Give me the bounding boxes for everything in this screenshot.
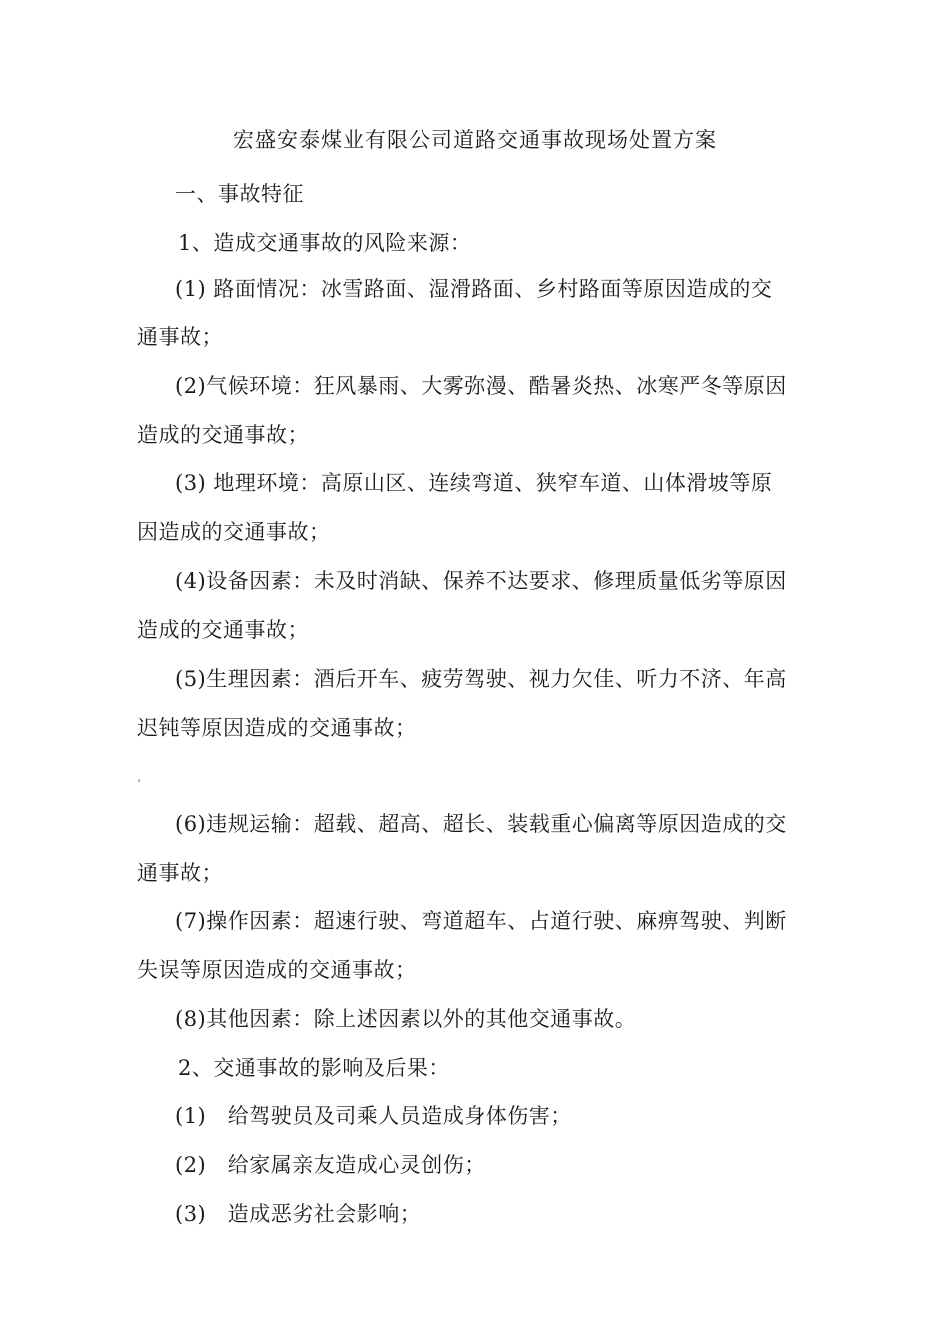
risk-item-3-line-2: 因造成的交通事故； <box>137 520 331 544</box>
effect-item-3: (3) 造成恶劣社会影响； <box>175 1202 422 1226</box>
risk-item-1-line-1: (1) 路面情况：冰雪路面、湿滑路面、乡村路面等原因造成的交 <box>175 277 773 301</box>
risk-item-6-line-1: (6)违规运输：超载、超高、超长、装载重心偏离等原因造成的交 <box>175 812 787 836</box>
risk-item-2-line-2: 造成的交通事故； <box>137 423 309 447</box>
effect-item-1: (1) 给驾驶员及司乘人员造成身体伤害； <box>175 1104 572 1128</box>
subsection-heading-risk-sources: 1、造成交通事故的风险来源： <box>178 231 472 255</box>
document-title: 宏盛安泰煤业有限公司道路交通事故现场处置方案 <box>233 128 717 152</box>
risk-item-6-line-2: 通事故； <box>137 861 223 885</box>
risk-item-8: (8)其他因素：除上述因素以外的其他交通事故。 <box>175 1007 637 1031</box>
subsection-heading-effects: 2、交通事故的影响及后果： <box>178 1056 450 1080</box>
risk-item-4-line-1: (4)设备因素：未及时消缺、保养不达要求、修理质量低劣等原因 <box>175 569 787 593</box>
risk-item-5-line-2: 迟钝等原因造成的交通事故； <box>137 716 417 740</box>
risk-item-2-line-1: (2)气候环境：狂风暴雨、大雾弥漫、酷暑炎热、冰寒严冬等原因 <box>175 374 787 398</box>
risk-item-3-line-1: (3) 地理环境：高原山区、连续弯道、狭窄车道、山体滑坡等原 <box>175 471 773 495</box>
stray-mark: ˃ <box>137 780 142 790</box>
risk-item-4-line-2: 造成的交通事故； <box>137 618 309 642</box>
effect-item-2: (2) 给家属亲友造成心灵创伤； <box>175 1153 486 1177</box>
risk-item-7-line-2: 失误等原因造成的交通事故； <box>137 958 417 982</box>
section-heading-accident-characteristics: 一、事故特征 <box>175 182 304 206</box>
risk-item-5-line-1: (5)生理因素：酒后开车、疲劳驾驶、视力欠佳、听力不济、年高 <box>175 667 787 691</box>
risk-item-1-line-2: 通事故； <box>137 325 223 349</box>
risk-item-7-line-1: (7)操作因素：超速行驶、弯道超车、占道行驶、麻痹驾驶、判断 <box>175 909 787 933</box>
